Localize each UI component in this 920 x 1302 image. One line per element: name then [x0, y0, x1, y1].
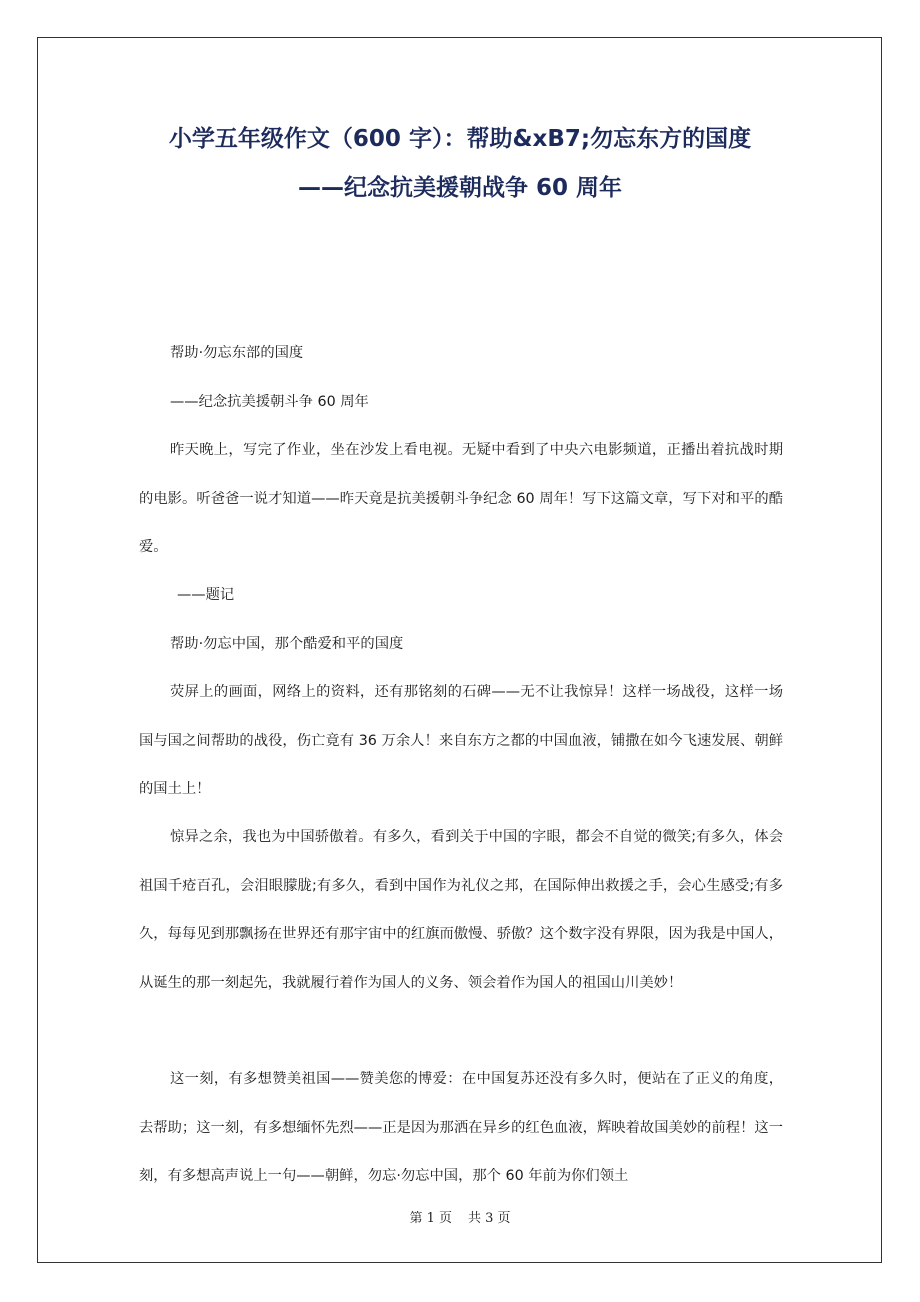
page-total: 共 3 页 — [468, 1211, 511, 1226]
paragraph-epigraph: ——题记 — [177, 587, 235, 603]
paragraph-heading: 帮助·勿忘中国，那个酷爱和平的国度 — [170, 636, 404, 652]
paragraph-moment: 这一刻，有多想赞美祖国——赞美您的博爱：在中国复苏还没有多久时，便站在了正义的角度，去帮助；这一刻，有多想缅怀先烈——正是因为那洒在异乡的红色血液，辉映着故国美妙的前程！这一刻，有多想高声说上一句——朝鲜，勿忘·勿忘中国，那个 60 年前为你们领土 — [139, 1071, 783, 1184]
page-footer — [0, 1207, 920, 1226]
paragraph-pride: 惊异之余，我也为中国骄傲着。有多久，看到关于中国的字眼，都会不自觉的微笑;有多久，体会祖国千疮百孔，会泪眼朦胧;有多久，看到中国作为礼仪之邦，在国际伸出救援之手，会心生感受;有多久，每每见到那飘扬在世界还有那宇宙中的红旗而傲慢、骄傲？这个数字没有界限，因为我是中国人，从诞生的那一刻起先，我就履行着作为国人的义务、领会着作为国人的祖国山川美妙！ — [139, 829, 783, 991]
paragraph-screen: 荧屏上的画面，网络上的资料，还有那铭刻的石碑——无不让我惊异！这样一场战役，这样一场国与国之间帮助的战役，伤亡竟有 36 万余人！来自东方之都的中国血液，铺撒在如今飞速发展、朝鲜的国土上！ — [139, 684, 783, 797]
paragraph-subtitle: 帮助·勿忘东部的国度 — [170, 345, 304, 361]
document-title-line-2: ——纪念抗美援朝战争 60 周年 — [297, 175, 623, 201]
paragraph-commemoration: ——纪念抗美援朝斗争 60 周年 — [170, 394, 369, 410]
page-number: 第 1 页 — [409, 1211, 452, 1226]
paragraph-intro: 昨天晚上，写完了作业，坐在沙发上看电视。无疑中看到了中央六电影频道，正播出着抗战时期的电影。听爸爸一说才知道——昨天竟是抗美援朝斗争纪念 60 周年！写下这篇文章，写下对和平的酷爱。 — [139, 442, 783, 555]
document-title-line-1: 小学五年级作文（600 字）：帮助&xB7;勿忘东方的国度 — [168, 126, 752, 152]
